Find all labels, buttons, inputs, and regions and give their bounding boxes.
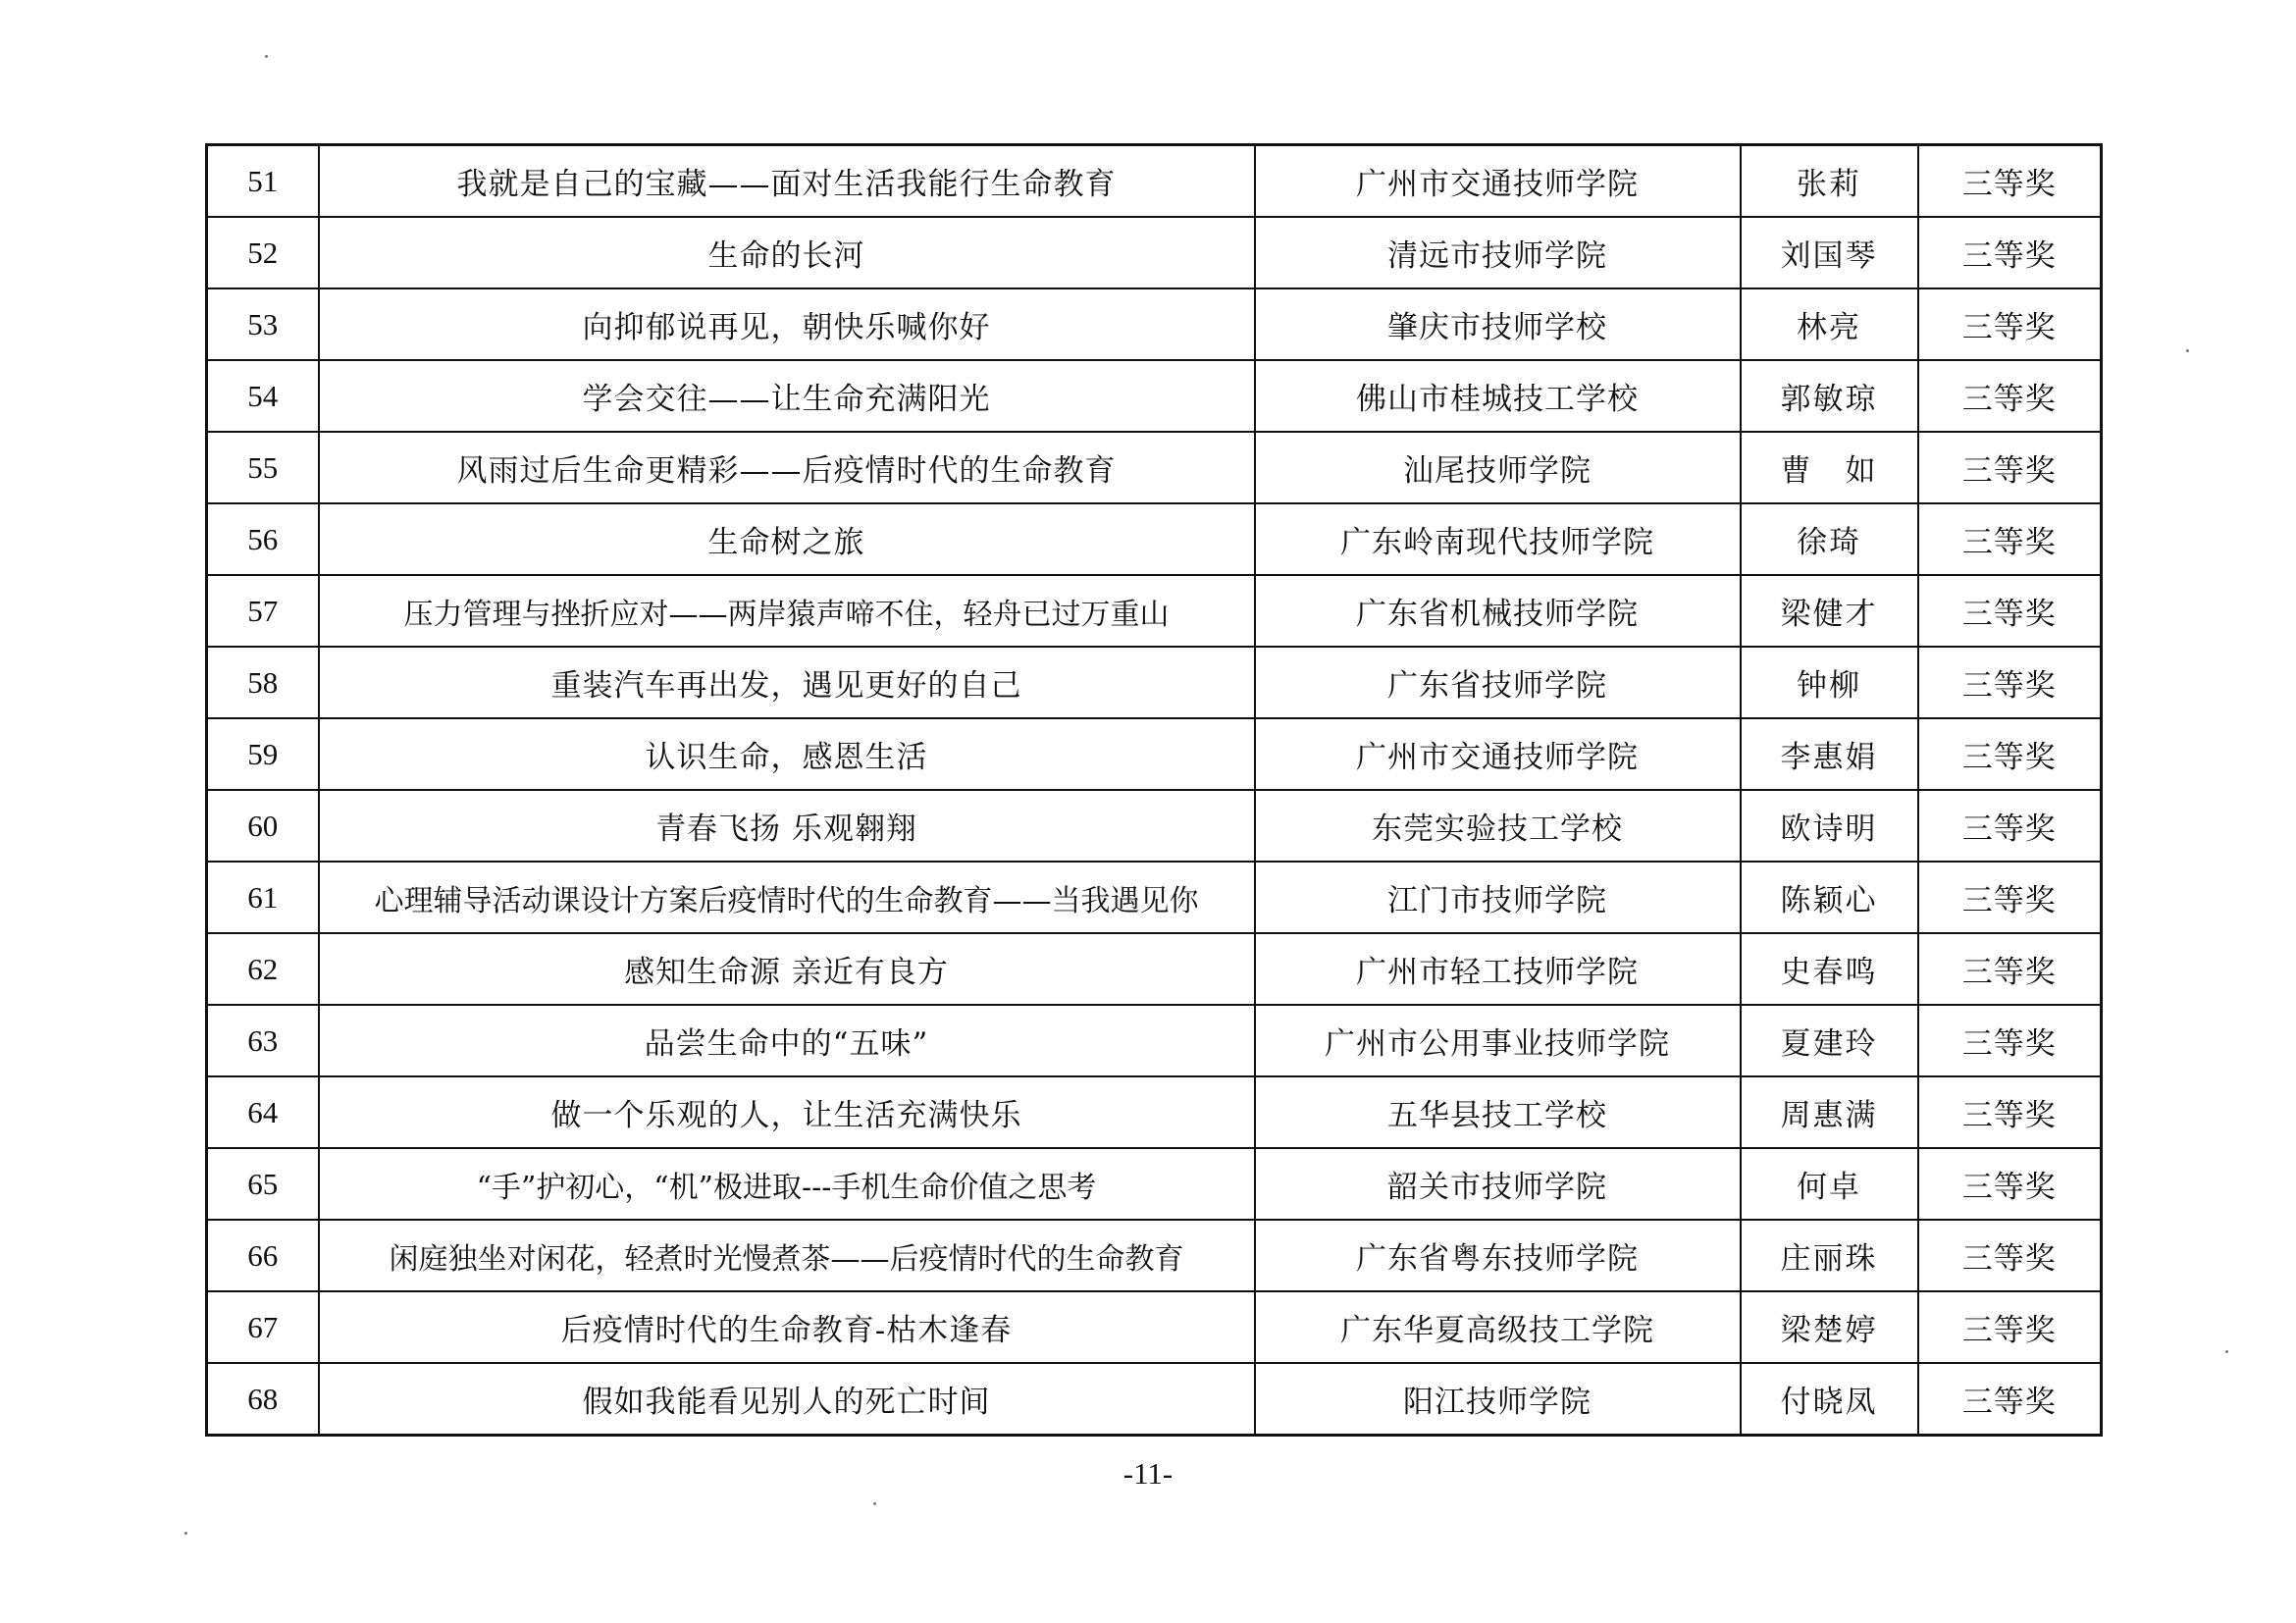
row-number: 56 xyxy=(207,503,319,575)
row-school: 广东省技师学院 xyxy=(1255,647,1741,718)
table-row xyxy=(207,1363,2102,1436)
row-title: 生命的长河 xyxy=(319,217,1255,288)
row-title: 学会交往——让生命充满阳光 xyxy=(319,360,1255,432)
row-number: 52 xyxy=(207,217,319,288)
row-school: 佛山市桂城技工学校 xyxy=(1255,360,1741,432)
row-award: 三等奖 xyxy=(1918,432,2102,503)
row-number: 59 xyxy=(207,718,319,790)
table-row xyxy=(207,1076,2102,1148)
row-title: 生命树之旅 xyxy=(319,503,1255,575)
row-award: 三等奖 xyxy=(1918,647,2102,718)
row-award: 三等奖 xyxy=(1918,790,2102,862)
row-award: 三等奖 xyxy=(1918,1148,2102,1220)
table-row xyxy=(207,1005,2102,1076)
row-school: 广东华夏高级技工学院 xyxy=(1255,1291,1741,1363)
row-school: 广州市交通技师学院 xyxy=(1255,145,1741,218)
row-name: 张莉 xyxy=(1741,145,1918,218)
scan-speck xyxy=(873,1502,876,1505)
row-title: 感知生命源 亲近有良方 xyxy=(319,933,1255,1005)
table-row xyxy=(207,1291,2102,1363)
row-name: 郭敏琼 xyxy=(1741,360,1918,432)
row-number: 61 xyxy=(207,862,319,933)
scan-speck xyxy=(265,55,268,58)
row-title: 认识生命，感恩生活 xyxy=(319,718,1255,790)
row-school: 广州市轻工技师学院 xyxy=(1255,933,1741,1005)
row-title: 品尝生命中的“五味” xyxy=(319,1005,1255,1076)
row-award: 三等奖 xyxy=(1918,1005,2102,1076)
row-name: 梁健才 xyxy=(1741,575,1918,647)
row-number: 60 xyxy=(207,790,319,862)
row-award: 三等奖 xyxy=(1918,1220,2102,1291)
row-number: 66 xyxy=(207,1220,319,1291)
row-name: 钟柳 xyxy=(1741,647,1918,718)
row-title: 假如我能看见别人的死亡时间 xyxy=(319,1363,1255,1436)
scan-speck xyxy=(2225,1350,2228,1353)
row-school: 阳江技师学院 xyxy=(1255,1363,1741,1436)
row-award: 三等奖 xyxy=(1918,862,2102,933)
row-number: 57 xyxy=(207,575,319,647)
row-school: 肇庆市技师学校 xyxy=(1255,288,1741,360)
row-award: 三等奖 xyxy=(1918,718,2102,790)
row-school: 五华县技工学校 xyxy=(1255,1076,1741,1148)
row-title: 做一个乐观的人，让生活充满快乐 xyxy=(319,1076,1255,1148)
row-title: 重装汽车再出发，遇见更好的自己 xyxy=(319,647,1255,718)
row-school: 清远市技师学院 xyxy=(1255,217,1741,288)
row-title: 压力管理与挫折应对——两岸猿声啼不住，轻舟已过万重山 xyxy=(319,575,1255,647)
row-name: 刘国琴 xyxy=(1741,217,1918,288)
row-name: 夏建玲 xyxy=(1741,1005,1918,1076)
award-table-body xyxy=(207,145,2102,1436)
row-number: 65 xyxy=(207,1148,319,1220)
row-name: 周惠满 xyxy=(1741,1076,1918,1148)
row-title: 我就是自己的宝藏——面对生活我能行生命教育 xyxy=(319,145,1255,218)
row-name: 梁楚婷 xyxy=(1741,1291,1918,1363)
table-row xyxy=(207,288,2102,360)
table-row xyxy=(207,933,2102,1005)
row-title: 向抑郁说再见，朝快乐喊你好 xyxy=(319,288,1255,360)
row-school: 东莞实验技工学校 xyxy=(1255,790,1741,862)
table-row xyxy=(207,1220,2102,1291)
row-school: 广州市交通技师学院 xyxy=(1255,718,1741,790)
row-number: 53 xyxy=(207,288,319,360)
row-award: 三等奖 xyxy=(1918,360,2102,432)
row-number: 63 xyxy=(207,1005,319,1076)
award-table xyxy=(205,143,2103,1437)
row-number: 58 xyxy=(207,647,319,718)
row-number: 54 xyxy=(207,360,319,432)
page-number: -11- xyxy=(1122,1456,1174,1491)
row-school: 广东省机械技师学院 xyxy=(1255,575,1741,647)
row-number: 68 xyxy=(207,1363,319,1436)
table-row xyxy=(207,647,2102,718)
table-row xyxy=(207,575,2102,647)
row-title: 风雨过后生命更精彩——后疫情时代的生命教育 xyxy=(319,432,1255,503)
row-title: 心理辅导活动课设计方案后疫情时代的生命教育——当我遇见你 xyxy=(319,862,1255,933)
row-school: 江门市技师学院 xyxy=(1255,862,1741,933)
row-title: “手”护初心，“机”极进取---手机生命价值之思考 xyxy=(319,1148,1255,1220)
table-row xyxy=(207,718,2102,790)
row-name: 庄丽珠 xyxy=(1741,1220,1918,1291)
row-number: 67 xyxy=(207,1291,319,1363)
row-name: 付晓凤 xyxy=(1741,1363,1918,1436)
row-award: 三等奖 xyxy=(1918,1291,2102,1363)
table-row xyxy=(207,432,2102,503)
row-name: 欧诗明 xyxy=(1741,790,1918,862)
table-row xyxy=(207,145,2102,218)
row-name: 林亮 xyxy=(1741,288,1918,360)
row-title: 后疫情时代的生命教育-枯木逢春 xyxy=(319,1291,1255,1363)
table-row xyxy=(207,1148,2102,1220)
row-award: 三等奖 xyxy=(1918,1076,2102,1148)
row-school: 广东岭南现代技师学院 xyxy=(1255,503,1741,575)
row-award: 三等奖 xyxy=(1918,217,2102,288)
row-number: 55 xyxy=(207,432,319,503)
row-award: 三等奖 xyxy=(1918,575,2102,647)
row-award: 三等奖 xyxy=(1918,145,2102,218)
row-award: 三等奖 xyxy=(1918,503,2102,575)
row-school: 汕尾技师学院 xyxy=(1255,432,1741,503)
table-row xyxy=(207,217,2102,288)
row-title: 青春飞扬 乐观翱翔 xyxy=(319,790,1255,862)
scan-speck xyxy=(2186,349,2189,352)
row-number: 62 xyxy=(207,933,319,1005)
table-row xyxy=(207,360,2102,432)
row-number: 51 xyxy=(207,145,319,218)
row-school: 广东省粤东技师学院 xyxy=(1255,1220,1741,1291)
table-row xyxy=(207,862,2102,933)
table-row xyxy=(207,503,2102,575)
row-award: 三等奖 xyxy=(1918,1363,2102,1436)
row-name: 徐琦 xyxy=(1741,503,1918,575)
row-award: 三等奖 xyxy=(1918,288,2102,360)
table-row xyxy=(207,790,2102,862)
row-name: 曹 如 xyxy=(1741,432,1918,503)
row-school: 广州市公用事业技师学院 xyxy=(1255,1005,1741,1076)
row-name: 何卓 xyxy=(1741,1148,1918,1220)
row-name: 史春鸣 xyxy=(1741,933,1918,1005)
scan-speck xyxy=(184,1532,187,1535)
row-award: 三等奖 xyxy=(1918,933,2102,1005)
row-name: 李惠娟 xyxy=(1741,718,1918,790)
row-number: 64 xyxy=(207,1076,319,1148)
row-school: 韶关市技师学院 xyxy=(1255,1148,1741,1220)
row-name: 陈颖心 xyxy=(1741,862,1918,933)
row-title: 闲庭独坐对闲花，轻煮时光慢煮茶——后疫情时代的生命教育 xyxy=(319,1220,1255,1291)
